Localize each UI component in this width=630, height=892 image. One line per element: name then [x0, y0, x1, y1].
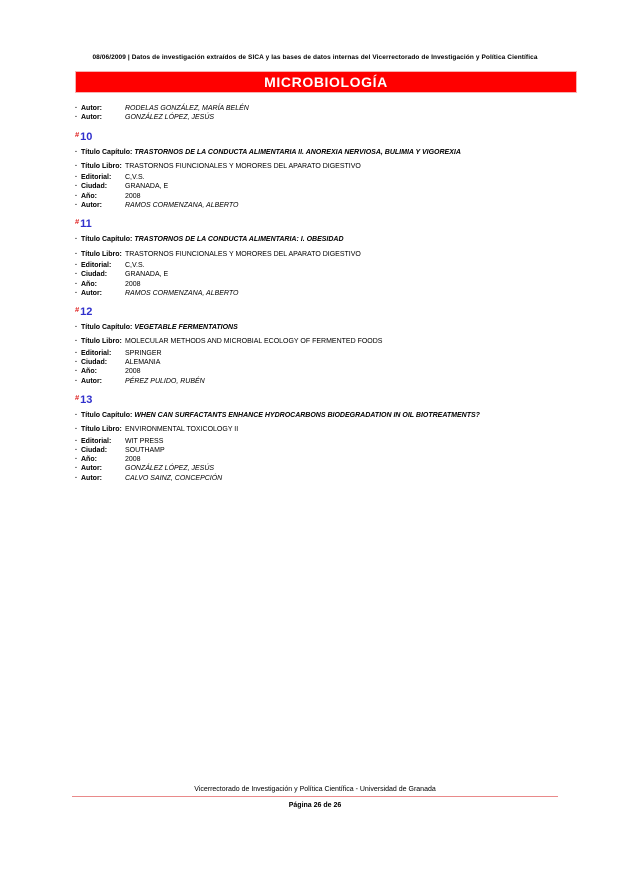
field-row [75, 235, 575, 244]
field-label: Título Libro: [81, 338, 122, 346]
field-label: Editorial: [81, 349, 112, 357]
field-label: Autor: [81, 114, 102, 122]
footer-page-number: Página 26 de 26 [288, 802, 342, 809]
bullet-icon: · [75, 162, 78, 170]
field-label: Título Capítulo: [81, 236, 133, 244]
field-value: WHEN CAN SURFACTANTS ENHANCE HYDROCARBONS BIODEGRADATION IN OIL BIOTREATMENTS? [134, 411, 480, 419]
field-label: Año: [81, 368, 97, 376]
field-row [75, 270, 575, 279]
field-label: Autor: [81, 289, 102, 297]
entries-list [75, 102, 575, 483]
field-value: TRASTORNOS FIUNCIONALES Y MORORES DEL APARATO DIGESTIVO [125, 162, 361, 170]
field-row [75, 261, 575, 270]
bullet-icon: · [75, 105, 78, 112]
field-value: WIT PRESS [125, 437, 164, 445]
field-row [75, 182, 575, 191]
field-label: Año: [81, 280, 97, 288]
bullet-icon: · [75, 465, 78, 473]
field-label: Ciudad: [81, 446, 108, 454]
field-label: Autor: [81, 465, 102, 473]
bullet-icon: · [75, 271, 78, 279]
field-label: Autor: [81, 377, 102, 385]
entry-number [75, 131, 575, 144]
bullet-icon: · [75, 114, 78, 122]
field-row [75, 425, 575, 434]
field-label: Ciudad: [81, 359, 108, 367]
field-value: GRANADA, E [125, 183, 169, 191]
field-row [75, 323, 575, 332]
entry-number [75, 218, 575, 231]
field-value: TRASTORNOS DE LA CONDUCTA ALIMENTARIA: I. OBESIDAD [134, 236, 344, 244]
section-banner [75, 71, 577, 93]
field-row [75, 464, 575, 473]
field-label: Autor: [81, 105, 102, 112]
field-row [75, 104, 575, 113]
field-value: 2008 [125, 192, 141, 200]
entry-number-value: 13 [80, 393, 93, 406]
field-value: PÉREZ PULIDO, RUBÉN [125, 377, 205, 385]
field-value: TRASTORNOS FIUNCIONALES Y MORORES DEL APARATO DIGESTIVO [125, 250, 361, 258]
bullet-icon: · [75, 474, 78, 482]
entry-number-value: 11 [80, 218, 92, 231]
field-row [75, 148, 575, 157]
field-value: ALEMANIA [125, 359, 161, 367]
field-label: Título Libro: [81, 250, 122, 258]
entry-number [75, 306, 575, 319]
field-row [75, 173, 575, 182]
hash-icon: # [75, 305, 80, 315]
bullet-icon: · [75, 174, 78, 182]
entry-number [75, 394, 575, 407]
bullet-icon: · [75, 338, 78, 346]
field-value: C,V.S. [125, 174, 145, 182]
hash-icon: # [75, 129, 80, 139]
field-row [75, 377, 575, 386]
field-value: GONZÁLEZ LÓPEZ, JESÚS [125, 465, 215, 473]
bullet-icon: · [75, 324, 78, 332]
field-label: Ciudad: [81, 183, 108, 191]
bullet-icon: · [75, 289, 78, 297]
footer-divider [72, 796, 558, 797]
bullet-icon: · [75, 250, 78, 258]
field-value: RODELAS GONZÁLEZ, MARÍA BELÉN [125, 105, 249, 112]
field-value: VEGETABLE FERMENTATIONS [134, 324, 238, 332]
bullet-icon: · [75, 349, 78, 357]
field-value: RAMOS CORMENZANA, ALBERTO [125, 289, 239, 297]
field-label: Editorial: [81, 174, 112, 182]
field-value: GONZÁLEZ LÓPEZ, JESÚS [125, 114, 215, 122]
header-meta: 08/06/2009 | Datos de investigación extraídos de SICA y las bases de datos internas del Vicerrectorado de Investigación y Política Científica [92, 54, 538, 61]
footer-organization: Vicerrectorado de Investigación y Política Científica - Universidad de Granada [194, 786, 436, 793]
entry-number-value: 10 [80, 130, 93, 143]
field-value: TRASTORNOS DE LA CONDUCTA ALIMENTARIA II. ANOREXIA NERVIOSA, BULIMIA Y VIGOREXIA [134, 148, 461, 156]
field-label: Título Capítulo: [81, 411, 133, 419]
field-label: Autor: [81, 202, 102, 210]
field-row [75, 446, 575, 455]
bullet-icon: · [75, 359, 78, 367]
field-value: 2008 [125, 280, 141, 288]
bullet-icon: · [75, 446, 78, 454]
field-label: Ciudad: [81, 271, 108, 279]
hash-icon: # [75, 217, 80, 227]
field-value: SPRINGER [125, 349, 162, 357]
section-title: MICROBIOLOGÍA [264, 74, 388, 90]
field-row [75, 455, 575, 464]
field-value: 2008 [125, 456, 141, 464]
bullet-icon: · [75, 148, 78, 156]
field-value: CALVO SAINZ, CONCEPCIÓN [125, 474, 223, 482]
field-value: SOUTHAMP [125, 446, 165, 454]
field-row [75, 337, 575, 346]
field-row [75, 280, 575, 289]
field-label: Año: [81, 192, 97, 200]
field-value: ENVIRONMENTAL TOXICOLOGY II [125, 426, 239, 434]
field-label: Título Capítulo: [81, 324, 133, 332]
bullet-icon: · [75, 368, 78, 376]
bullet-icon: · [75, 280, 78, 288]
bullet-icon: · [75, 377, 78, 385]
field-row [75, 162, 575, 171]
field-row [75, 113, 575, 122]
field-value: MOLECULAR METHODS AND MICROBIAL ECOLOGY OF FERMENTED FOODS [125, 338, 383, 346]
bullet-icon: · [75, 437, 78, 445]
field-value: 2008 [125, 368, 141, 376]
field-label: Título Libro: [81, 426, 122, 434]
field-label: Editorial: [81, 261, 112, 269]
field-value: C,V.S. [125, 261, 145, 269]
field-row [75, 411, 575, 420]
bullet-icon: · [75, 202, 78, 210]
bullet-icon: · [75, 456, 78, 464]
bullet-icon: · [75, 236, 78, 244]
field-label: Autor: [81, 474, 102, 482]
field-label: Año: [81, 456, 97, 464]
hash-icon: # [75, 392, 80, 402]
field-row [75, 289, 575, 298]
field-row [75, 367, 575, 376]
field-row [75, 250, 575, 259]
field-value: RAMOS CORMENZANA, ALBERTO [125, 202, 239, 210]
field-label: Título Libro: [81, 162, 122, 170]
bullet-icon: · [75, 411, 78, 419]
bullet-icon: · [75, 183, 78, 191]
field-row [75, 349, 575, 358]
field-row [75, 437, 575, 446]
field-value: GRANADA, E [125, 271, 169, 279]
bullet-icon: · [75, 261, 78, 269]
field-label: Editorial: [81, 437, 112, 445]
entry-number-value: 12 [80, 306, 93, 319]
page-footer [0, 786, 630, 809]
field-row [75, 192, 575, 201]
bullet-icon: · [75, 426, 78, 434]
field-row [75, 358, 575, 367]
field-row [75, 201, 575, 210]
field-label: Título Capítulo: [81, 148, 133, 156]
field-row [75, 474, 575, 483]
bullet-icon: · [75, 192, 78, 200]
